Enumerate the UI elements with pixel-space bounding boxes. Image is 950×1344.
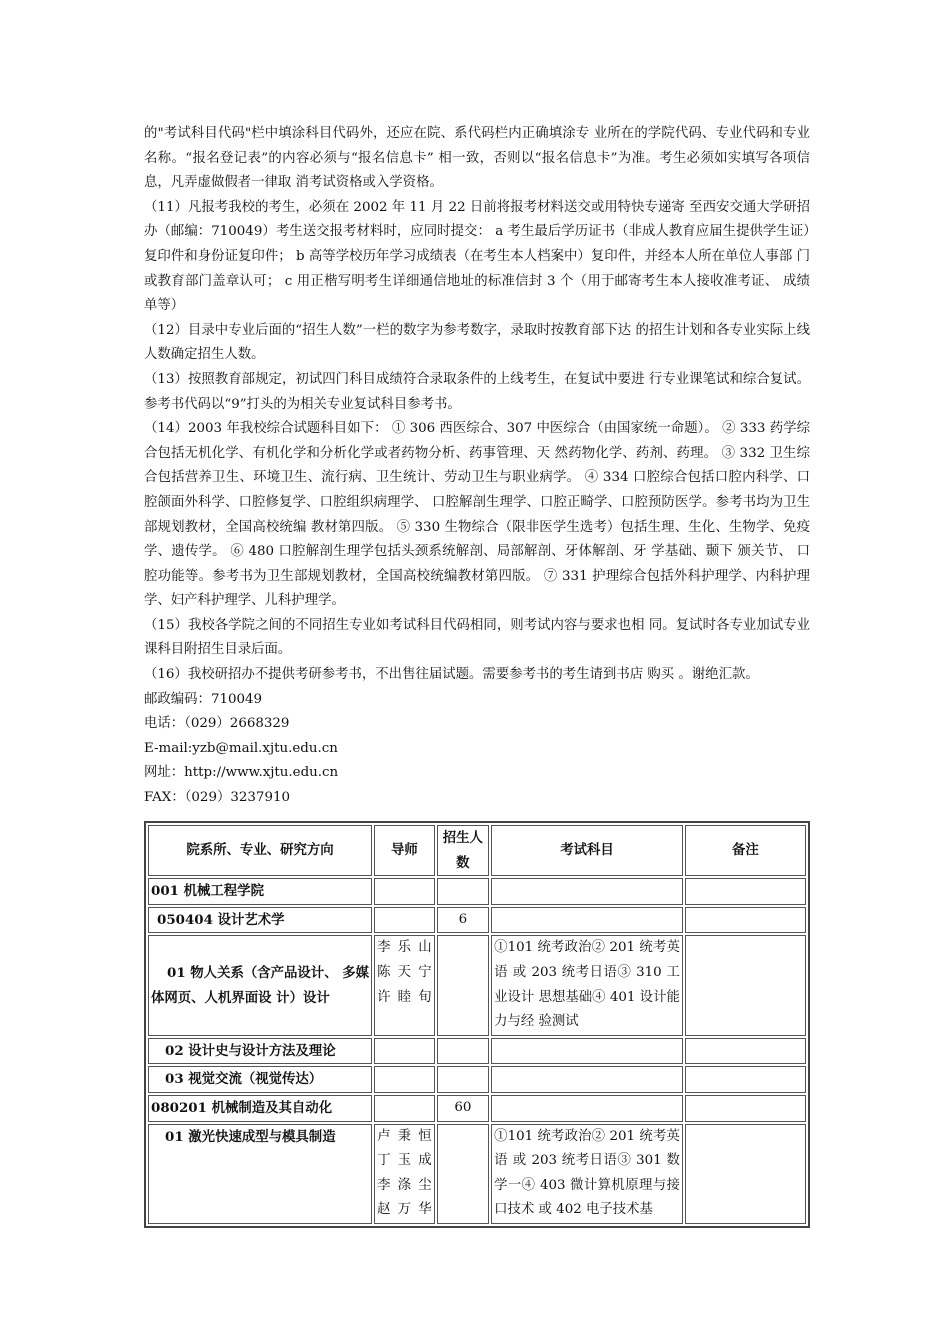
paragraph-12: （12）目录中专业后面的“招生人数”一栏的数字为参考数字，录取时按教育部下达 的招生计划和各专业实际上线人数确定招生人数。 bbox=[144, 322, 810, 363]
row-tutor: 卢 秉 恒 丁 玉 成 李 涤 尘 赵 万 华 bbox=[374, 1124, 435, 1224]
table-row bbox=[148, 1095, 806, 1122]
row-tutor: 李 乐 山 陈 天 宁 许睦旬 bbox=[374, 935, 435, 1035]
row-note bbox=[685, 907, 806, 934]
email-line: E-mail:yzb@mail.xjtu.edu.cn bbox=[144, 740, 338, 756]
row-exam: ①101 统考政治② 201 统考英语 或 203 统考日语③ 301 数学一④ 403 微计算机原理与接口技术 或 402 电子技术基 bbox=[491, 1124, 683, 1224]
enrollment-catalog-table bbox=[144, 821, 810, 1228]
row-exam: ①101 统考政治② 201 统考英语 或 203 统考日语③ 310 工业设计 思想基础④ 401 设计能力与经 验测试 bbox=[491, 935, 683, 1035]
header-note: 备注 bbox=[685, 825, 806, 876]
table-row bbox=[148, 935, 806, 1035]
header-tutor: 导师 bbox=[374, 825, 435, 876]
row-quota bbox=[437, 1124, 489, 1224]
paragraph-13: （13）按照教育部规定，初试四门科目成绩符合录取条件的上线考生，在复试中要进 行专业课笔试和综合复试。参考书代码以“9”打头的为相关专业复试科目参考书。 bbox=[144, 371, 810, 412]
row-note bbox=[685, 935, 806, 1035]
row-note bbox=[685, 1066, 806, 1093]
row-name: 001 机械工程学院 bbox=[148, 878, 372, 905]
row-name: 02 设计史与设计方法及理论 bbox=[148, 1038, 372, 1065]
table-row bbox=[148, 878, 806, 905]
phone-line: 电话：（029）2668329 bbox=[144, 716, 290, 732]
row-exam bbox=[491, 1066, 683, 1093]
paragraph-15: （15）我校各学院之间的不同招生专业如考试科目代码相同，则考试内容与要求也相 同。复试时各专业加试专业课科目附招生目录后面。 bbox=[144, 617, 810, 658]
row-quota: 60 bbox=[437, 1095, 489, 1122]
row-note bbox=[685, 1038, 806, 1065]
header-exam: 考试科目 bbox=[491, 825, 683, 876]
postcode-line: 邮政编码：710049 bbox=[144, 691, 263, 707]
row-tutor bbox=[374, 878, 435, 905]
row-name: 01 物人关系（含产品设计、 多媒体网页、人机界面设 计）设计 bbox=[148, 935, 372, 1035]
row-tutor bbox=[374, 1038, 435, 1065]
row-exam bbox=[491, 1095, 683, 1122]
row-note bbox=[685, 1124, 806, 1224]
row-name: 01 激光快速成型与模具制造 bbox=[148, 1124, 372, 1224]
website-line: 网址：http://www.xjtu.edu.cn bbox=[144, 765, 339, 781]
paragraph-14: （14）2003 年我校综合试题科目如下： ① 306 西医综合、307 中医综合（由国家统一命题）。 ② 333 药学综合包括无机化学、有机化学和分析化学或者药物分析、药事管理、天 然药物化学、药剂、药理。 ③ 332 卫生综合包括营养卫生、环境卫生、流行病、卫生统计、劳动卫生与职业病学。 ④ 334 口腔综合包括口腔内科学、口腔颌面外科学、口腔修复学、口腔组织病理学、 口腔解剖生理学、口腔正畸学、口腔预防医学。参考书均为卫生部规划教材，全国高校统编 教材第四版。 ⑤ 330 生物综合（限非医学生选考）包括生理、生化、生物学、免疫学、遗传学。 ⑥ 480 口腔解剖生理学包括头颈系统解剖、局部解剖、牙体解剖、牙 学基础、颞下 颁关节、 口腔功能等。参考书为卫生部规划教材，全国高校统编教材第四版。 ⑦ 331 护理综合包括外科护理学、内科护理学、妇产科护理学、儿科护理学。 bbox=[144, 421, 810, 609]
row-tutor bbox=[374, 907, 435, 934]
row-quota bbox=[437, 1038, 489, 1065]
row-quota bbox=[437, 935, 489, 1035]
table-row bbox=[148, 1038, 806, 1065]
table-row bbox=[148, 907, 806, 934]
row-quota: 6 bbox=[437, 907, 489, 934]
row-name: 050404 设计艺术学 bbox=[148, 907, 372, 934]
row-name: 03 视觉交流（视觉传达） bbox=[148, 1066, 372, 1093]
row-exam bbox=[491, 1038, 683, 1065]
paragraph-11: （11）凡报考我校的考生，必须在 2002 年 11 月 22 日前将报考材料送交或用特快专递寄 至西安交通大学研招办（邮编：710049）考生送交报考材料时，应同时提交： a 考生最后学历证书（非成人教育应届生提供学生证）复印件和身份证复印件； b 高等学校历年学习成绩表（在考生本人档案中）复印件，并经本人所在单位人事部 门或教育部门盖章认可； c 用正楷写明考生详细通信地址的标准信封 3 个（用于邮寄考生本人接收准考证、 成绩单等） bbox=[144, 199, 810, 314]
row-name: 080201 机械制造及其自动化 bbox=[148, 1095, 372, 1122]
row-tutor bbox=[374, 1095, 435, 1122]
row-exam bbox=[491, 907, 683, 934]
table-header-row bbox=[148, 825, 806, 876]
row-quota bbox=[437, 878, 489, 905]
row-note bbox=[685, 1095, 806, 1122]
fax-line: FAX：（029）3237910 bbox=[144, 790, 290, 806]
row-note bbox=[685, 878, 806, 905]
header-dept: 院系所、专业、研究方向 bbox=[148, 825, 372, 876]
row-quota bbox=[437, 1066, 489, 1093]
table-row bbox=[148, 1066, 806, 1093]
row-exam bbox=[491, 878, 683, 905]
document-body bbox=[144, 122, 810, 811]
header-quota: 招生人数 bbox=[437, 825, 489, 876]
table-row bbox=[148, 1124, 806, 1224]
paragraph-16: （16）我校研招办不提供考研参考书，不出售往届试题。需要参考书的考生请到书店 购买 。谢绝汇款。 bbox=[144, 667, 759, 683]
row-tutor bbox=[374, 1066, 435, 1093]
paragraph-registration: 的"考试科目代码"栏中填涂科目代码外，还应在院、系代码栏内正确填涂专 业所在的学院代码、专业代码和专业名称。“报名登记表”的内容必须与“报名信息卡” 相一致，否则以“报名信息卡”为准。考生必须如实填写各项信息，凡弄虚做假者一律取 消考试资格或入学资格。 bbox=[144, 126, 810, 191]
